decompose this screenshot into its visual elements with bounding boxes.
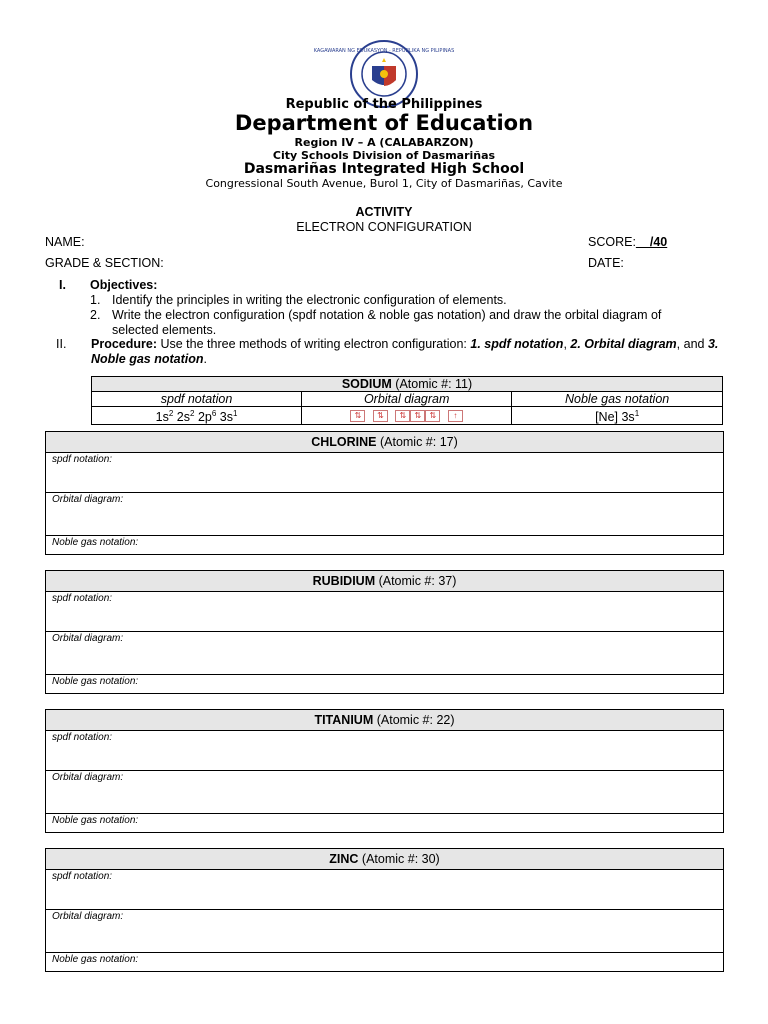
department-heading: Department of Education [234, 111, 534, 135]
spdf-exponent: 6 [211, 409, 217, 418]
element-box-chlorine [45, 431, 724, 555]
noble-label: Noble gas notation: [52, 676, 139, 687]
element-box-rubidium [45, 570, 724, 694]
spdf-answer-area[interactable] [46, 870, 723, 910]
activity-title: ACTIVITY [355, 205, 413, 219]
orbital-label: Orbital diagram: [52, 633, 124, 644]
orbital-box: ⇅ [350, 410, 365, 422]
activity-subtitle: ELECTRON CONFIGURATION [296, 220, 472, 234]
school-heading: Dasmariñas Integrated High School [243, 161, 525, 177]
score-value: __/40 [635, 235, 668, 249]
orbital-label: Orbital diagram: [52, 911, 124, 922]
objective-text: Write the electron configuration (spdf notation & noble gas notation) and draw the orbital diagram of [112, 308, 662, 322]
spdf-term: 3s [219, 410, 233, 425]
objective-number: 1. [90, 293, 101, 307]
element-name: TITANIUM [314, 713, 374, 727]
noble-label: Noble gas notation: [52, 954, 139, 965]
procedure-body: Use the three methods of writing electron configuration: [157, 337, 471, 351]
element-name: ZINC [329, 852, 359, 866]
objective-text: Identify the principles in writing the electronic configuration of elements. [112, 293, 507, 307]
procedure-end: . [203, 352, 207, 366]
col-noble: Noble gas notation [512, 392, 723, 407]
method-spdf: 1. spdf notation [470, 337, 564, 351]
orbital-box: ⇅ [410, 410, 425, 422]
date-field: DATE: [588, 256, 624, 270]
orbital-answer-area[interactable] [46, 771, 723, 814]
procedure-text [91, 337, 731, 367]
element-box-zinc [45, 848, 724, 972]
objective-number: 2. [90, 308, 101, 322]
noble-label: Noble gas notation: [52, 815, 139, 826]
orbital-label: Orbital diagram: [52, 494, 124, 505]
spdf-label: spdf notation: [52, 593, 113, 604]
orbital-box: ↑ [448, 410, 463, 422]
spdf-exponent: 2 [168, 409, 174, 418]
noble-label: Noble gas notation: [52, 537, 139, 548]
score-label: SCORE: [588, 235, 636, 249]
orbital-box: ⇅ [425, 410, 440, 422]
noble-value: [Ne] 3s [595, 410, 635, 425]
procedure-numeral: II. [56, 337, 67, 351]
orbital-box: ⇅ [395, 410, 410, 422]
spdf-exponent: 2 [190, 409, 195, 418]
procedure-sep: , and [676, 337, 708, 351]
atomic-number: (Atomic #: 17) [376, 435, 458, 449]
col-spdf: spdf notation [92, 392, 302, 407]
sodium-title [92, 377, 723, 392]
element-name: CHLORINE [311, 435, 377, 449]
seal-text: KAGAWARAN NG EDUKASYON · REPUBLIKA NG PILIPINAS [313, 48, 455, 54]
noble-answer-area[interactable] [46, 675, 723, 693]
noble-answer-area[interactable] [46, 536, 723, 554]
region-heading: Region IV – A (CALABARZON) [294, 136, 474, 149]
sodium-spdf [92, 407, 302, 425]
spdf-answer-area[interactable] [46, 731, 723, 771]
objectives-heading: Objectives: [90, 278, 158, 292]
atomic-number: (Atomic #: 22) [373, 713, 455, 727]
objective-text-continued: selected elements. [112, 323, 217, 337]
orbital-answer-area[interactable] [46, 493, 723, 536]
element-title [46, 571, 723, 592]
republic-heading: Republic of the Philippines [285, 97, 483, 112]
sodium-orbital-diagram [302, 407, 512, 425]
objectives-numeral: I. [59, 278, 66, 292]
atomic-number: (Atomic #: 11) [391, 377, 473, 391]
spdf-exponent: 1 [232, 409, 238, 418]
school-address: Congressional South Avenue, Burol 1, City of Dasmariñas, Cavite [205, 177, 563, 190]
spdf-term: 2p [197, 410, 212, 425]
method-noble: 3. Noble gas notation [91, 337, 719, 366]
name-field: NAME: [45, 235, 85, 249]
method-orbital: 2. Orbital diagram [570, 337, 677, 351]
spdf-label: spdf notation: [52, 454, 113, 465]
atomic-number: (Atomic #: 37) [375, 574, 457, 588]
noble-answer-area[interactable] [46, 953, 723, 971]
procedure-sep: , [563, 337, 571, 351]
element-title [46, 710, 723, 731]
orbital-answer-area[interactable] [46, 910, 723, 953]
spdf-term: 1s [155, 410, 169, 425]
sodium-example-table [91, 376, 723, 425]
element-name: SODIUM [341, 377, 392, 391]
orbital-answer-area[interactable] [46, 632, 723, 675]
atomic-number: (Atomic #: 30) [358, 852, 440, 866]
noble-exponent: 1 [634, 409, 640, 418]
element-name: RUBIDIUM [312, 574, 376, 588]
score-field [588, 235, 667, 249]
element-title [46, 849, 723, 870]
noble-answer-area[interactable] [46, 814, 723, 832]
division-heading: City Schools Division of Dasmariñas [272, 149, 496, 162]
orbital-label: Orbital diagram: [52, 772, 124, 783]
spdf-label: spdf notation: [52, 732, 113, 743]
spdf-term: 2s [176, 410, 190, 425]
spdf-answer-area[interactable] [46, 592, 723, 632]
procedure-label: Procedure: [91, 337, 157, 351]
sodium-noble [512, 407, 723, 425]
element-title [46, 432, 723, 453]
col-orbital: Orbital diagram [302, 392, 512, 407]
element-box-titanium [45, 709, 724, 833]
spdf-label: spdf notation: [52, 871, 113, 882]
grade-section-field: GRADE & SECTION: [45, 256, 164, 270]
spdf-answer-area[interactable] [46, 453, 723, 493]
orbital-box: ⇅ [373, 410, 388, 422]
